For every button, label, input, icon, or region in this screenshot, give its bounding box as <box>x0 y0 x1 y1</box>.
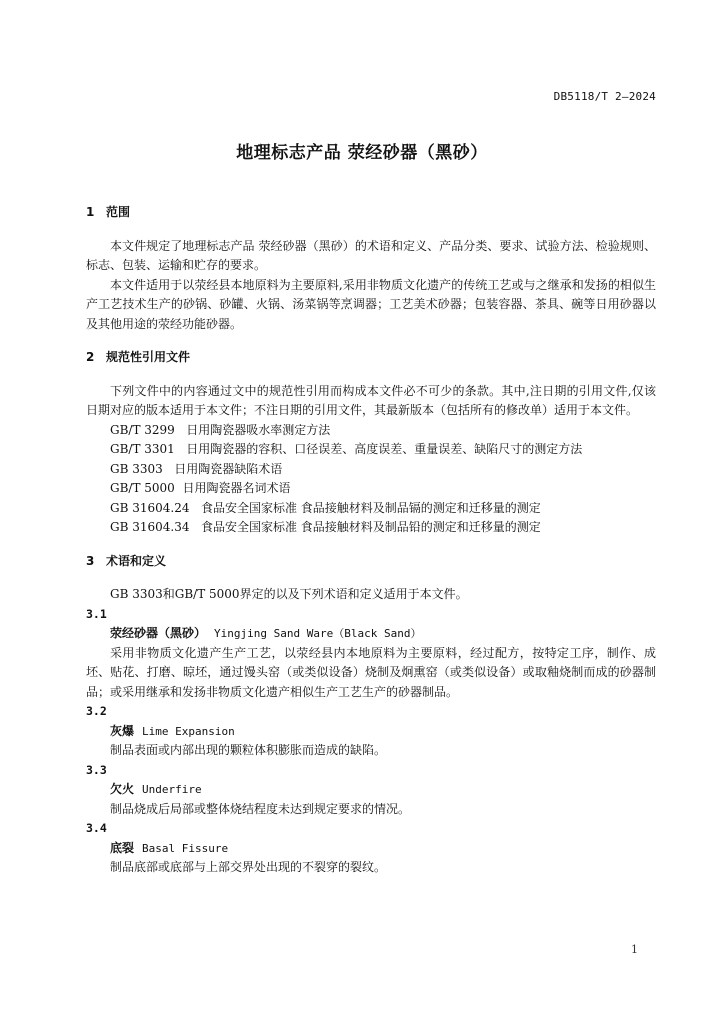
term-name-en: Yingjing Sand Ware（Black Sand） <box>214 627 422 640</box>
reference-title: 日用陶瓷器缺陷术语 <box>174 461 283 476</box>
section-title: 术语和定义 <box>106 553 167 568</box>
term-number: 3.3 <box>86 762 107 777</box>
term-name-cn: 荥经砂器（黑砂） <box>110 626 207 640</box>
term-name <box>86 839 656 859</box>
reference-item <box>86 460 656 480</box>
reference-code: GB 31604.34 <box>110 520 190 534</box>
term-name-en: Underfire <box>142 783 202 796</box>
reference-item <box>86 421 656 441</box>
section-title: 范围 <box>106 205 131 219</box>
term-number: 3.4 <box>86 821 107 835</box>
page-number: 1 <box>631 943 638 956</box>
term-name-en: Lime Expansion <box>142 724 235 738</box>
paragraph: GB 3303和GB/T 5000界定的以及下列术语和定义适用于本文件。 <box>110 587 468 601</box>
reference-code: GB/T 3301 <box>110 442 175 456</box>
paragraph: 本文件适用于以荥经县本地原料为主要原料,采用非物质文化遗产的传统工艺或与之继承和发扬的相似生产工艺技术生产的砂锅、砂罐、火锅、汤菜锅等烹调器；工艺美术砂器；包装容器、茶具、碗等日用砂器以及其他用途的荥经功能砂器。 <box>86 277 656 331</box>
reference-item <box>86 440 656 460</box>
reference-code: GB/T 5000 <box>110 481 175 495</box>
reference-title: 日用陶瓷器名词术语 <box>182 481 291 495</box>
section-title: 规范性引用文件 <box>106 350 191 364</box>
paragraph: 本文件规定了地理标志产品 荥经砂器（黑砂）的术语和定义、产品分类、要求、试验方法、检验规则、标志、包装、运输和贮存的要求。 <box>86 238 656 272</box>
page-title: 地理标志产品 荥经砂器（黑砂） <box>236 143 488 163</box>
section-number: 3 <box>86 553 95 568</box>
term-name <box>86 722 656 742</box>
reference-item <box>86 479 656 499</box>
reference-code: GB/T 3299 <box>110 422 175 437</box>
term-name <box>86 780 656 800</box>
reference-code: GB 3303 <box>110 461 163 476</box>
reference-code: GB 31604.24 <box>110 500 190 515</box>
term-definition: 制品烧成后局部或整体烧结程度未达到规定要求的情况。 <box>110 801 411 816</box>
reference-title: 日用陶瓷器吸水率测定方法 <box>186 422 331 437</box>
reference-title: 食品安全国家标准 食品接触材料及制品铅的测定和迁移量的测定 <box>200 520 541 534</box>
section-heading-scope <box>86 203 656 223</box>
term-name <box>86 624 656 644</box>
document-body <box>86 203 656 878</box>
term-definition: 制品底部或底部与上部交界处出现的不裂穿的裂纹。 <box>110 860 387 874</box>
term-name-cn: 灰爆 <box>110 723 135 738</box>
term-definition: 制品表面或内部出现的颗粒体积膨胀而造成的缺陷。 <box>110 743 387 757</box>
term-name-en: Basal Fissure <box>142 841 229 855</box>
document-code: DB5118/T 2—2024 <box>553 90 656 103</box>
section-heading-terms <box>86 552 656 572</box>
term-definition: 采用非物质文化遗产生产工艺，以荥经县内本地原料为主要原料，经过配方，按特定工序，制作、成坯、贴花、打磨、晾坯，通过馒头窑（或类似设备）烧制及炯熏窑（或类似设备）或取釉烧制而成的砂器制品；或采用继承和发扬非物质文化遗产相似生产工艺生产的砂器制品。 <box>86 645 656 699</box>
term-number: 3.2 <box>86 704 107 718</box>
term-name-cn: 欠火 <box>110 782 135 796</box>
reference-title: 日用陶瓷器的容积、口径误差、高度误差、重量误差、缺陷尺寸的测定方法 <box>186 442 583 456</box>
section-number: 1 <box>86 205 95 219</box>
reference-title: 食品安全国家标准 食品接触材料及制品镉的测定和迁移量的测定 <box>200 500 541 515</box>
reference-item <box>86 499 656 519</box>
paragraph: 下列文件中的内容通过文中的规范性引用而构成本文件必不可少的条款。其中,注日期的引用文件,仅该日期对应的版本适用于本文件；不注日期的引用文件，其最新版本（包括所有的修改单）适用于本文件。 <box>86 383 656 417</box>
section-number: 2 <box>86 350 95 364</box>
term-number: 3.1 <box>86 606 107 621</box>
term-name-cn: 底裂 <box>110 840 135 855</box>
section-heading-normative-references <box>86 348 656 368</box>
reference-item <box>86 518 656 538</box>
